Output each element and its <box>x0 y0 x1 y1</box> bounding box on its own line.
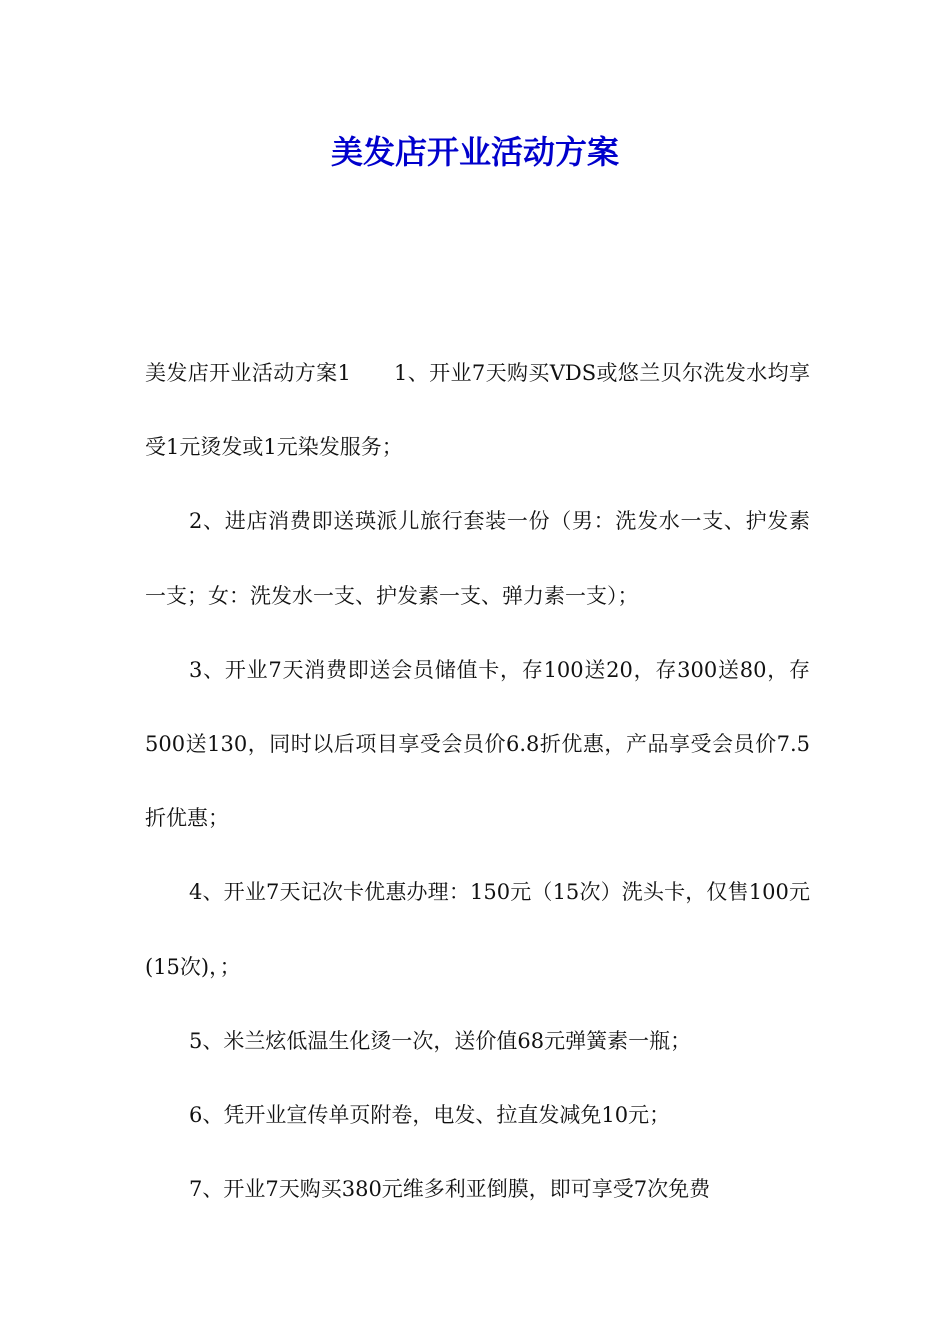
paragraph-item-2: 2、进店消费即送瑛派儿旅行套装一份（男：洗发水一支、护发素一支；女：洗发水一支、护发素一支、弹力素一支）； <box>145 509 810 608</box>
paragraph-item-3: 3、开业7天消费即送会员储值卡，存100送20，存300送80，存500送130，同时以后项目享受会员价6.8折优惠，产品享受会员价7.5折优惠； <box>145 657 810 831</box>
paragraph-item-5: 5、米兰炫低温生化烫一次，送价值68元弹簧素一瓶； <box>189 1028 692 1053</box>
document-title: 美发店开业活动方案 <box>330 133 619 171</box>
paragraph-item-7: 7、开业7天购买380元维多利亚倒膜，即可享受7次免费 <box>189 1177 711 1202</box>
paragraph-intro-item-1: 美发店开业活动方案1 1、开业7天购买VDS或悠兰贝尔洗发水均享受1元烫发或1元染发服务； <box>145 361 810 460</box>
paragraph-item-4: 4、开业7天记次卡优惠办理：150元（15次）洗头卡，仅售100元(15次)，； <box>145 880 810 979</box>
document-body <box>145 336 810 1226</box>
paragraph-item-6: 6、凭开业宣传单页附卷，电发、拉直发减免10元； <box>189 1103 671 1128</box>
